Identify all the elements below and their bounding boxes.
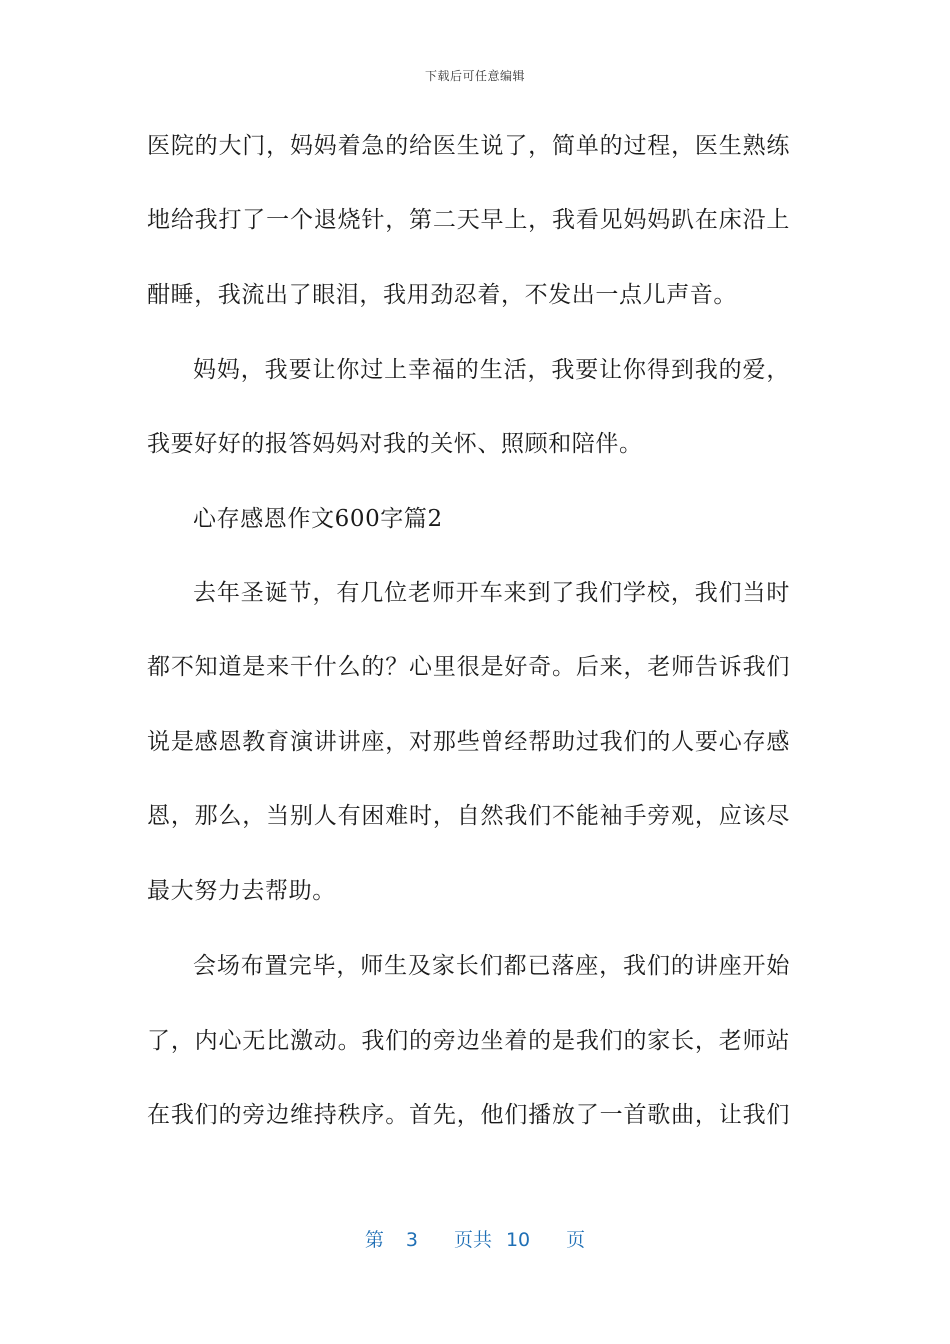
body-line: 我要好好的报答妈妈对我的关怀、照顾和陪伴。 xyxy=(147,431,643,457)
page-header: 下载后可任意编辑 xyxy=(424,69,525,83)
body-line: 说是感恩教育演讲讲座，对那些曾经帮助过我们的人要心存感 xyxy=(147,729,790,755)
body-line: 恩，那么，当别人有困难时，自然我们不能袖手旁观，应该尽 xyxy=(147,803,790,829)
body-line: 都不知道是来干什么的？心里很是好奇。后来，老师告诉我们 xyxy=(147,654,790,680)
total-pages-number: 10 xyxy=(505,1229,531,1251)
paragraph-first-line: 去年圣诞节，有几位老师开车来到了我们学校，我们当时 xyxy=(193,580,790,606)
current-page-number: 3 xyxy=(405,1229,418,1251)
body-line: 医院的大门，妈妈着急的给医生说了，简单的过程，医生熟练 xyxy=(147,133,790,159)
body-line: 最大努力去帮助。 xyxy=(147,878,336,904)
paragraph-first-line: 妈妈，我要让你过上幸福的生活，我要让你得到我的爱， xyxy=(193,357,790,383)
body-line: 在我们的旁边维持秩序。首先，他们播放了一首歌曲，让我们 xyxy=(147,1102,790,1128)
body-line: 地给我打了一个退烧针，第二天早上，我看见妈妈趴在床沿上 xyxy=(147,207,790,233)
body-line: 酣睡，我流出了眼泪，我用劲忍着，不发出一点儿声音。 xyxy=(147,282,737,308)
page-number-footer xyxy=(0,1225,950,1252)
body-line: 了，内心无比激动。我们的旁边坐着的是我们的家长，老师站 xyxy=(147,1028,790,1054)
page-mid-text: 页共 xyxy=(453,1229,492,1251)
paragraph-first-line: 会场布置完毕，师生及家长们都已落座，我们的讲座开始 xyxy=(193,953,790,979)
section-title: 心存感恩作文600字篇2 xyxy=(193,506,443,532)
page-suffix: 页 xyxy=(566,1229,586,1251)
page-prefix: 第 xyxy=(364,1229,384,1251)
